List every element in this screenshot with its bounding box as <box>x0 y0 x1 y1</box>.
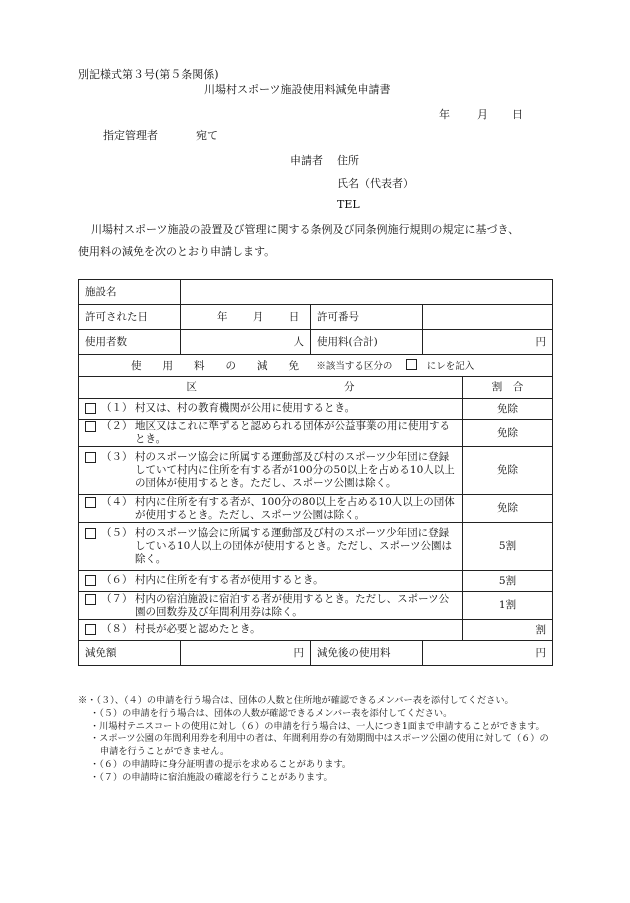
rate-cell: 1割 <box>463 592 553 620</box>
category-checkbox[interactable] <box>85 497 96 508</box>
body-text-line1: 川場村スポーツ施設の設置及び管理に関する条例及び同条例施行規則の規定に基づき、 <box>91 223 520 236</box>
form-number: 別記様式第３号(第５条関係) <box>78 68 219 81</box>
reduction-application-table <box>78 279 553 666</box>
facility-name-label: 施設名 <box>79 280 181 305</box>
addressee-suffix: 宛て <box>196 129 218 142</box>
category-number: （４） <box>101 495 133 508</box>
category-row <box>79 420 553 447</box>
permit-number-label: 許可番号 <box>311 305 423 330</box>
facility-name-field[interactable] <box>181 280 553 305</box>
category-row <box>79 620 553 641</box>
category-number: （１） <box>101 401 133 414</box>
category-number: （５） <box>101 527 133 539</box>
category-text: 村又は、村の教育機関が公用に使用するとき。 <box>135 401 356 414</box>
note-item: ※・（３）、（４）の申請を行う場合は、団体の人数と住所地が確認できるメンバー表を添付してください。 <box>78 695 514 706</box>
note-item: ・（６）の申請時に身分証明書の提示を求めることがあります。 <box>90 758 352 770</box>
note-item: ・スポーツ公園の年間利用券を利用中の者は、年間利用券の有効期間中はスポーツ公園の使用に対して（６）の申請を行うことができません。 <box>90 733 549 758</box>
category-row <box>79 399 553 420</box>
category-header: 区 分 <box>79 377 463 399</box>
category-cell <box>79 592 463 620</box>
category-row <box>79 571 553 592</box>
category-number: （８） <box>101 622 133 635</box>
note-item: ・（５）の申請を行う場合は、団体の人数が確認できるメンバー表を添付してください。 <box>90 707 453 719</box>
category-number: （６） <box>101 573 133 586</box>
name-label: 氏名（代表者） <box>337 177 414 190</box>
date-day-label: 日 <box>512 108 523 121</box>
category-checkbox[interactable] <box>85 594 96 605</box>
rate-cell: 免除 <box>463 420 553 447</box>
category-checkbox[interactable] <box>85 452 96 463</box>
users-label: 使用者数 <box>79 330 181 355</box>
category-checkbox[interactable] <box>85 575 96 586</box>
permitted-date-month: 月 <box>252 310 264 323</box>
category-number: （３） <box>101 451 133 463</box>
reduction-amount-field[interactable] <box>181 641 311 666</box>
check-note-post: にレを記入 <box>426 360 475 372</box>
category-row <box>79 495 553 523</box>
checkbox-icon <box>406 359 417 370</box>
reduction-amount-label: 減免額 <box>79 641 181 666</box>
category-checkbox[interactable] <box>85 528 96 539</box>
form-title: 川場村スポーツ施設使用料減免申請書 <box>204 83 391 96</box>
rate-cell: 割 <box>463 620 553 641</box>
fee-total-field[interactable] <box>423 330 553 355</box>
permitted-date-day: 日 <box>288 310 300 323</box>
category-text: 村内の宿泊施設に宿泊する者が使用するとき。ただし、スポーツ公園の回数券及び年間利用券は除く。 <box>135 592 450 618</box>
category-cell <box>79 420 463 447</box>
category-checkbox[interactable] <box>85 421 96 432</box>
category-cell <box>79 523 463 571</box>
after-fee-field[interactable] <box>423 641 553 666</box>
reduction-heading: 使 用 料 の 減 免 <box>131 359 299 372</box>
category-row <box>79 447 553 495</box>
date-year-label: 年 <box>439 108 450 121</box>
category-cell <box>79 495 463 523</box>
body-text-line2: 使用料の減免を次のとおり申請します。 <box>78 245 276 258</box>
fee-total-label: 使用料(合計) <box>311 330 423 355</box>
tel-label: TEL <box>337 198 360 211</box>
rate-header: 割 合 <box>463 377 553 399</box>
after-fee-yen-unit: 円 <box>535 646 546 659</box>
users-field[interactable] <box>181 330 311 355</box>
category-text: 地区又はこれに準ずると認められる団体が公益事業の用に使用するとき。 <box>135 420 450 445</box>
category-number: （７） <box>101 592 133 605</box>
category-cell <box>79 571 463 592</box>
check-note-pre: ※該当する区分の <box>316 360 393 372</box>
category-checkbox[interactable] <box>85 403 96 414</box>
address-label: 住所 <box>337 154 359 167</box>
permit-number-field[interactable] <box>423 305 553 330</box>
category-number: （２） <box>101 420 133 432</box>
category-text: 村長が必要と認めたとき。 <box>135 622 261 635</box>
date-month-label: 月 <box>477 108 488 121</box>
rate-cell: 5割 <box>463 571 553 592</box>
category-row <box>79 592 553 620</box>
category-text: 村のスポーツ協会に所属する運動部及び村のスポーツ少年団に登録していて村内に住所を有する者が100分の50以上を占める10人以上の団体が使用するとき。ただし、スポーツ公園は除く。 <box>135 451 455 489</box>
category-cell <box>79 447 463 495</box>
after-fee-label: 減免後の使用料 <box>311 641 423 666</box>
rate-cell: 免除 <box>463 399 553 420</box>
notes <box>78 695 556 785</box>
reduction-yen-unit: 円 <box>293 646 304 659</box>
rate-cell: 免除 <box>463 495 553 523</box>
note-item: ・川場村テニスコートの使用に対し（６）の申請を行う場合は、一人につき1面まで申請することができます。 <box>90 720 545 732</box>
category-checkbox[interactable] <box>85 624 96 635</box>
rate-cell: 5割 <box>463 523 553 571</box>
category-text: 村のスポーツ協会に所属する運動部及び村のスポーツ少年団に登録している10人以上の団体が使用するとき。ただし、スポーツ公園は除く。 <box>135 527 453 565</box>
category-text: 村内に住所を有する者が、100分の80以上を占める10人以上の団体が使用するとき。ただし、スポーツ公園は除く。 <box>135 495 455 521</box>
rate-cell: 免除 <box>463 447 553 495</box>
category-cell <box>79 399 463 420</box>
permitted-date-field[interactable] <box>181 305 311 330</box>
addressee: 指定管理者 <box>103 129 158 142</box>
applicant-label: 申請者 <box>290 154 323 167</box>
category-row <box>79 523 553 571</box>
fee-yen-unit: 円 <box>535 335 546 348</box>
permitted-date-label: 許可された日 <box>79 305 181 330</box>
category-text: 村内に住所を有する者が使用するとき。 <box>135 573 324 586</box>
note-item: ・（７）の申請時に宿泊施設の確認を行うことがあります。 <box>90 771 333 783</box>
reduction-heading-row <box>79 355 553 377</box>
permitted-date-year: 年 <box>217 310 228 323</box>
person-unit: 人 <box>293 335 304 348</box>
category-cell <box>79 620 463 641</box>
